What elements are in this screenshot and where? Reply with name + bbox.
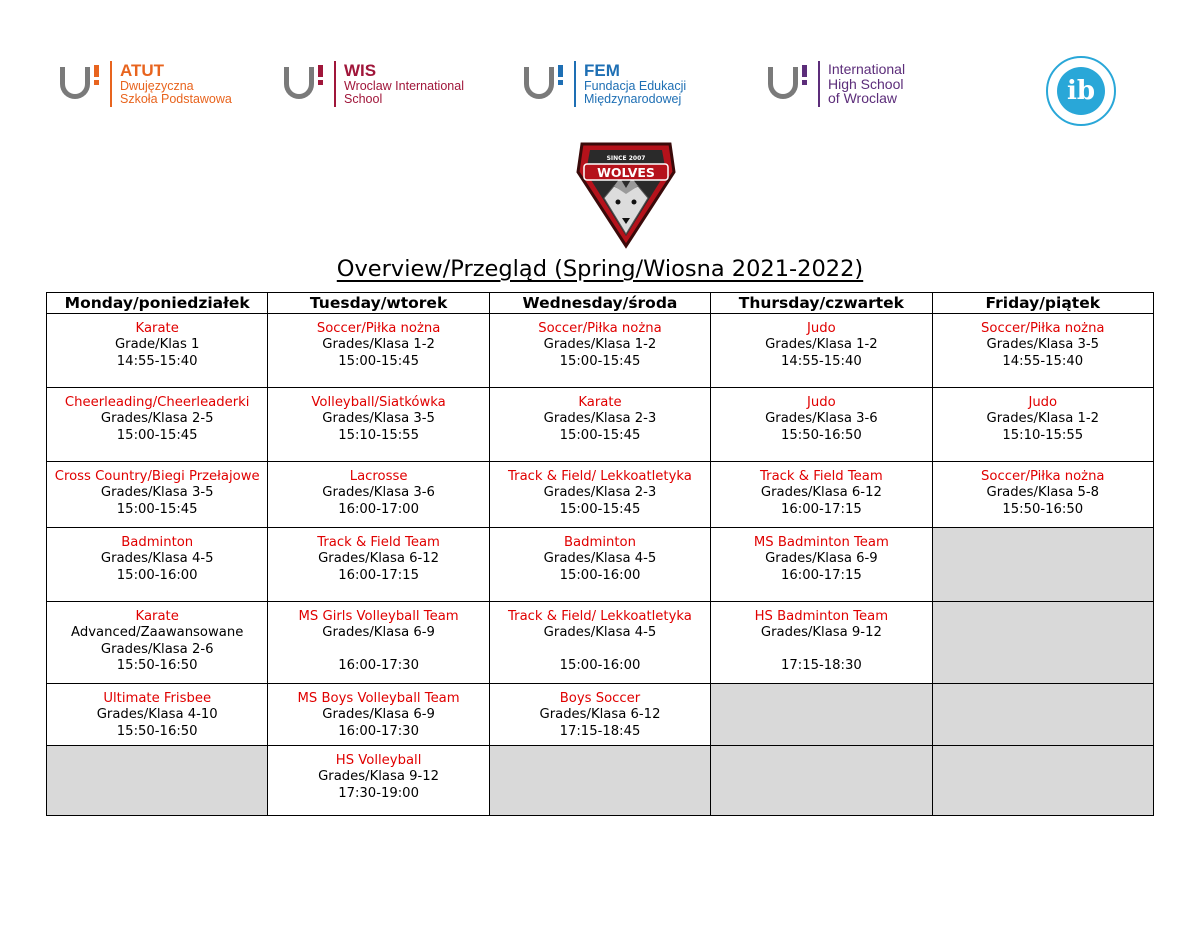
schedule-row [47,314,1154,388]
grade-info: Grades/Klasa 6-9 [322,707,435,723]
wis-logo: WIS Wroclaw International School [282,52,464,116]
grade-info: Grades/Klasa 4-5 [543,625,657,641]
activity-cell [47,462,268,528]
grade-info: Grades/Klasa 3-6 [322,485,435,501]
grade-info: Grades/Klasa 3-6 [765,411,878,427]
blank-line [712,642,930,658]
activity-name: Cross Country/Biegi Przełajowe [54,469,260,484]
grade-info: Grades/Klasa 2-3 [543,411,657,427]
activity-name: Karate [135,321,179,336]
time-range: 16:00-17:30 [338,723,419,739]
time-range: 15:00-15:45 [116,427,198,443]
day-header: Thursday/czwartek [711,293,932,314]
schedule-row [47,602,1154,684]
time-range: 15:10-15:55 [338,427,419,443]
activity-name: Judo [807,395,836,410]
activity-name: Karate [578,395,622,410]
activity-cell [268,314,489,388]
activity-cell [268,462,489,528]
activity-name: Track & Field Team [317,535,440,550]
ihsw-logo-name: International [828,60,906,77]
time-range: 14:55-15:40 [780,353,862,369]
empty-cell [489,746,710,816]
empty-cell [932,684,1153,746]
grade-info: Grades/Klasa 3-5 [322,411,435,427]
grade-info: Grades/Klasa 6-9 [765,551,878,567]
time-range: 15:50-16:50 [1002,501,1084,517]
time-range: 15:00-15:45 [116,501,198,517]
activity-name: Boys Soccer [559,691,641,706]
page-title: Overview/Przegląd (Spring/Wiosna 2021-2022) [336,256,864,282]
grade-info: Grades/Klasa 2-3 [543,485,657,501]
activity-cell [47,528,268,602]
time-range: 15:00-15:45 [559,501,641,517]
activity-cell [711,314,932,388]
header-row [47,293,1154,314]
activity-name: Badminton [563,535,636,550]
activity-name: Soccer/Piłka nożna [316,321,441,336]
time-range: 15:50-16:50 [116,658,198,674]
time-range: 15:50-16:50 [780,427,862,443]
activity-cell [489,462,710,528]
empty-cell [932,528,1153,602]
schedule-row [47,746,1154,816]
grade-info: Grades/Klasa 1-2 [765,337,878,353]
grade-info: Grades/Klasa 6-9 [322,625,435,641]
grade-info: Grades/Klasa 1-2 [322,337,435,353]
grade-info: Grades/Klasa 6-12 [760,485,882,501]
grade-info: Grades/Klasa 3-5 [986,337,1100,353]
time-range: 15:00-16:00 [559,658,641,674]
activity-cell [268,388,489,462]
ihsw-logo: International High School of Wroclaw [766,52,905,116]
fem-logo-name: FEM [584,60,620,80]
activity-cell [711,462,932,528]
activity-cell [489,684,710,746]
activity-name: MS Boys Volleyball Team [297,691,460,706]
schedule-row [47,462,1154,528]
activity-cell [47,388,268,462]
ihsw-mark-icon [766,63,808,105]
grade-info: Grades/Klasa 5-8 [986,485,1100,501]
grade-info: Grades/Klasa 6-12 [539,707,661,723]
activity-cell [268,528,489,602]
activity-name: Soccer/Piłka nożna [981,469,1105,484]
activity-name: HS Volleyball [335,753,422,768]
time-range: 15:00-16:00 [559,567,641,583]
day-header: Friday/piątek [932,293,1153,314]
schedule-row [47,388,1154,462]
schedule-row [47,528,1154,602]
fem-mark-icon [522,63,564,105]
wolves-logo-icon [574,138,678,250]
time-range: 15:00-16:00 [116,567,198,583]
activity-name: MS Girls Volleyball Team [298,609,459,624]
day-header: Wednesday/środa [489,293,710,314]
grade-info: Grades/Klasa 9-12 [760,625,882,641]
activity-cell [47,684,268,746]
time-range: 15:00-15:45 [559,427,641,443]
activity-name: Track & Field/ Lekkoatletyka [508,469,692,484]
grade-info: Grades/Klasa 4-5 [100,551,214,567]
time-range: 15:10-15:55 [1002,427,1084,443]
atut-mark-icon [58,63,100,105]
time-range: 16:00-17:15 [780,501,862,517]
activity-name: Badminton [121,535,194,550]
day-header: Monday/poniedziałek [47,293,268,314]
grade-info: Advanced/Zaawansowane [71,625,244,641]
activity-name: Lacrosse [349,469,408,484]
activity-cell [932,314,1153,388]
activity-name: Judo [1028,395,1058,410]
grade-info: Grades/Klasa 2-5 [100,411,214,427]
activity-cell [711,528,932,602]
blank-line [269,642,487,658]
time-range: 16:00-17:00 [338,501,419,517]
activity-name: Soccer/Piłka nożna [538,321,662,336]
empty-cell [711,746,932,816]
blank-line [491,642,709,658]
activity-name: Volleyball/Siatkówka [311,395,446,410]
activity-cell [47,314,268,388]
activity-name: Cheerleading/Cheerleaderki [64,395,250,410]
activity-cell [932,462,1153,528]
grade-info: Grades/Klasa 4-5 [543,551,657,567]
wolves-logo-since: SINCE 2007 [606,155,646,162]
activity-name: MS Badminton Team [753,535,889,550]
grade-info: Grade/Klas 1 [114,337,200,353]
activity-cell [489,528,710,602]
activity-name: Soccer/Piłka nożna [981,321,1105,336]
wis-logo-name: WIS [344,60,377,80]
schedule-row [47,684,1154,746]
time-range: 15:00-15:45 [559,353,641,369]
activity-cell [268,602,489,684]
atut-logo: ATUT Dwujęzyczna Szkoła Podstawowa [58,52,232,116]
activity-name: HS Badminton Team [754,609,889,624]
grade-info: Grades/Klasa 2-6 [100,641,214,657]
activity-cell [489,314,710,388]
activity-name: Ultimate Frisbee [103,691,212,706]
empty-cell [932,746,1153,816]
time-range: 15:00-15:45 [338,353,419,369]
time-range: 17:15-18:30 [780,658,862,674]
activity-cell [711,602,932,684]
time-range: 16:00-17:15 [780,567,862,583]
time-range: 17:30-19:00 [338,785,419,801]
time-range: 16:00-17:15 [338,567,419,583]
activity-cell [489,602,710,684]
partner-logos [0,52,1200,122]
wolves-logo-text: WOLVES [597,165,655,180]
activity-name: Judo [807,321,836,336]
grade-info: Grades/Klasa 9-12 [318,769,440,785]
grade-info: Grades/Klasa 1-2 [543,337,657,353]
schedule-body [47,314,1154,816]
atut-logo-name: ATUT [120,60,165,80]
grade-info: Grades/Klasa 3-5 [100,485,214,501]
empty-cell [711,684,932,746]
ib-logo-icon: ib [1046,56,1116,126]
empty-cell [932,602,1153,684]
activity-name: Karate [135,609,179,624]
grade-info: Grades/Klasa 1-2 [986,411,1100,427]
activity-cell [268,746,489,816]
activity-name: Track & Field Team [760,469,883,484]
activity-cell [268,684,489,746]
fem-logo: FEM Fundacja Edukacji Międzynarodowej [522,52,686,116]
time-range: 16:00-17:30 [338,658,419,674]
time-range: 14:55-15:40 [116,353,198,369]
empty-cell [47,746,268,816]
activity-cell [47,602,268,684]
activity-name: Track & Field/ Lekkoatletyka [508,609,692,624]
activity-cell [489,388,710,462]
activity-cell [711,388,932,462]
grade-info: Grades/Klasa 6-12 [318,551,440,567]
time-range: 17:15-18:45 [559,723,641,739]
schedule-table [46,292,1154,816]
day-header: Tuesday/wtorek [268,293,489,314]
time-range: 14:55-15:40 [1002,353,1084,369]
activity-cell [932,388,1153,462]
wis-mark-icon [282,63,324,105]
time-range: 15:50-16:50 [116,723,198,739]
grade-info: Grades/Klasa 4-10 [96,707,218,723]
